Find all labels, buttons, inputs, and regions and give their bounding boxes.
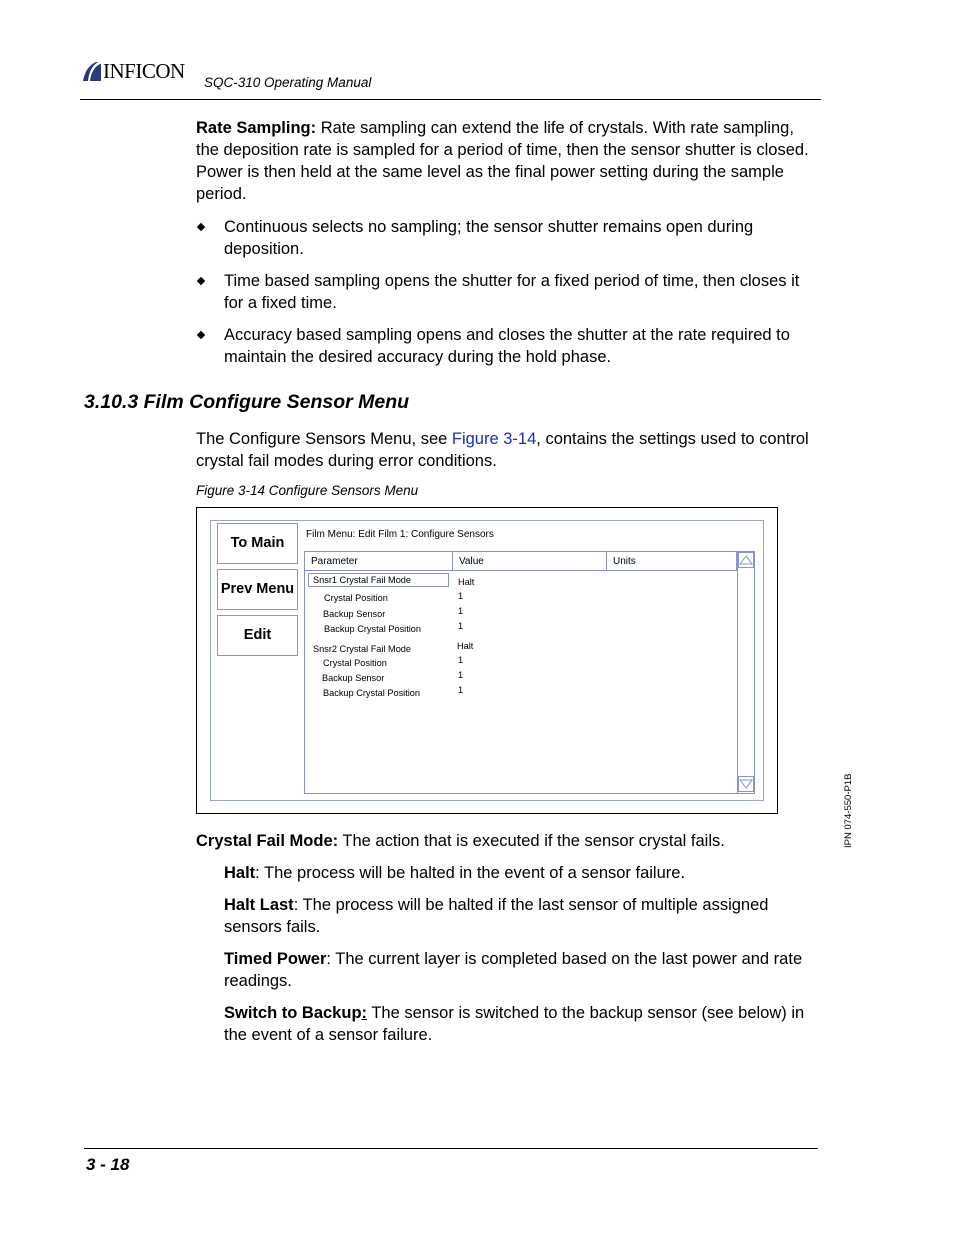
footer-rule (84, 1148, 818, 1149)
inficon-logo-mark-icon (80, 59, 102, 83)
edit-button[interactable]: Edit (217, 615, 298, 656)
table-row-param[interactable]: Crystal Position (323, 658, 387, 668)
crystal-fail-paragraph: Crystal Fail Mode: The action that is executed if the sensor crystal fails. (196, 832, 725, 850)
prev-menu-button[interactable]: Prev Menu (217, 569, 298, 610)
definition-timed-power: Timed Power: The current layer is completed based on the last power and rate readings. (224, 950, 803, 990)
table-row-param[interactable]: Backup Crystal Position (324, 624, 422, 634)
table-row-param[interactable]: Crystal Position (324, 593, 388, 603)
table-row-param[interactable]: Snsr2 Crystal Fail Mode (313, 644, 412, 654)
section-heading: 3.10.3 Film Configure Sensor Menu (84, 391, 410, 413)
rate-sampling-paragraph (196, 117, 816, 205)
table-row-param[interactable]: Snsr1 Crystal Fail Mode (308, 573, 449, 587)
bullet-diamond-icon (197, 331, 205, 339)
column-header-parameter: Parameter (305, 552, 453, 571)
list-item: Accuracy based sampling opens and closes the shutter at the rate required to maintain the desired accuracy during the hold phase. (196, 324, 816, 368)
bullet-diamond-icon (197, 277, 205, 285)
column-header-value: Value (453, 552, 607, 571)
table-row-value[interactable]: Halt (458, 577, 475, 587)
list-item: Time based sampling opens the shutter for a fixed period of time, then closes it for a fixed time. (196, 270, 816, 314)
section-intro: The Configure Sensors Menu, see Figure 3-14, contains the settings used to control crystal fail modes during error conditions. (196, 430, 809, 470)
scroll-up-icon[interactable] (738, 552, 754, 568)
definition-halt: Halt: The process will be halted in the event of a sensor failure. (224, 864, 686, 882)
table-row-value[interactable]: 1 (458, 670, 464, 680)
table-scrollbar[interactable] (737, 552, 754, 793)
page-number: 3 - 18 (86, 1155, 130, 1174)
table-row-value[interactable]: 1 (458, 591, 464, 601)
table-row-value[interactable]: 1 (458, 606, 464, 616)
crystal-fail-term: Crystal Fail Mode: (196, 832, 339, 850)
table-row-param[interactable]: Backup Sensor (322, 673, 385, 683)
header-divider (305, 570, 737, 571)
figure-caption: Figure 3-14 Configure Sensors Menu (196, 483, 419, 498)
list-item: Continuous selects no sampling; the sensor shutter remains open during deposition. (196, 216, 816, 260)
logo-text: INFICON (103, 59, 185, 83)
column-header-units: Units (607, 552, 737, 571)
scroll-down-icon[interactable] (738, 776, 754, 792)
table-row-value[interactable]: Halt (457, 641, 474, 651)
table-row-value[interactable]: 1 (458, 685, 464, 695)
header-rule (80, 99, 821, 100)
table-row-value[interactable]: 1 (458, 621, 464, 631)
ipn-label: IPN 074-550-P1B (843, 773, 854, 848)
manual-title: SQC-310 Operating Manual (204, 75, 372, 90)
bullet-diamond-icon (197, 223, 205, 231)
rate-sampling-term: Rate Sampling: (196, 119, 317, 137)
definition-halt-last: Halt Last: The process will be halted if the last sensor of multiple assigned sensors fails. (224, 896, 769, 936)
to-main-button[interactable]: To Main (217, 523, 298, 564)
definition-switch-to-backup: Switch to Backup: The sensor is switched to the backup sensor (see below) in the event of a sensor failure. (224, 1004, 805, 1044)
sampling-bullet-list (196, 216, 816, 378)
inficon-logo (80, 58, 198, 84)
rate-sampling-text: Rate sampling can extend the life of crystals. With rate sampling, the deposition rate is sampled for a period of time, then the sensor shutter is closed. Power is then held at the same level as the final power setting during the sample period. (196, 119, 809, 203)
figure-link[interactable]: Figure 3-14 (451, 430, 537, 448)
table-row-param[interactable]: Backup Sensor (323, 609, 386, 619)
table-row-param[interactable]: Backup Crystal Position (323, 688, 421, 698)
table-row-value[interactable]: 1 (458, 655, 464, 665)
menu-breadcrumb: Film Menu: Edit Film 1: Configure Sensors (306, 529, 494, 540)
